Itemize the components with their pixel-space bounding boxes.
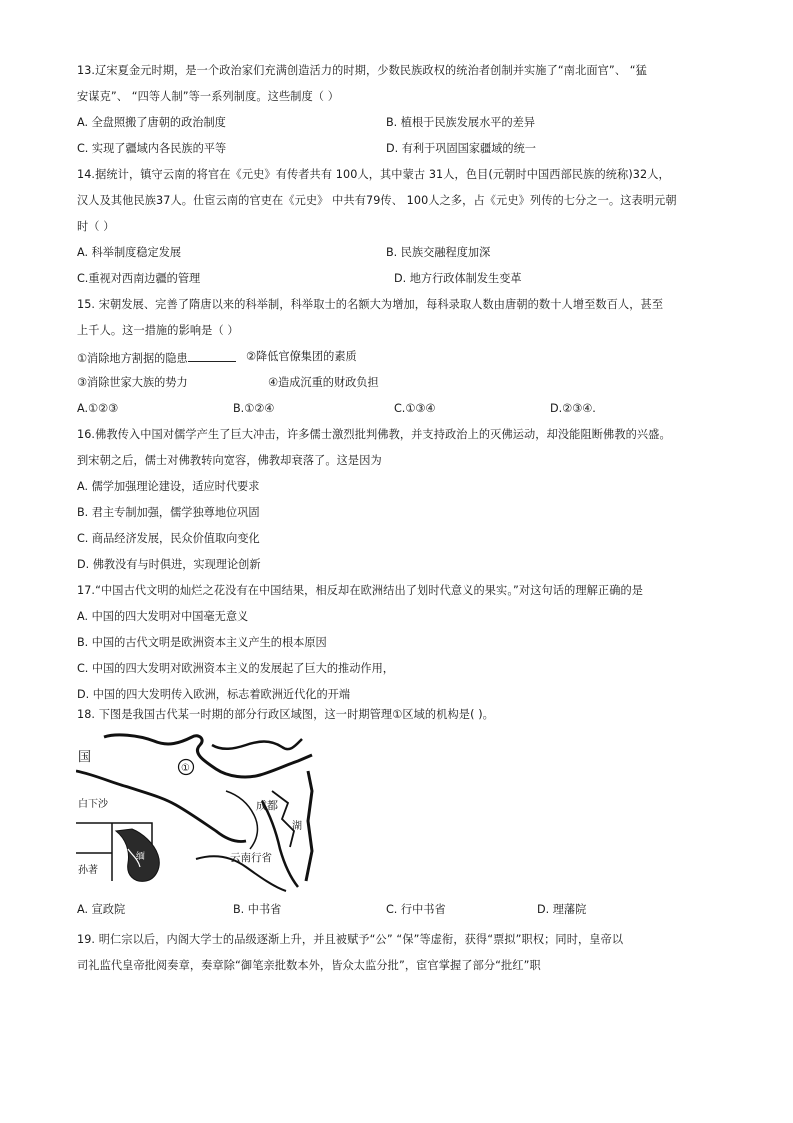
map-label-inset: 缅: [136, 852, 146, 862]
q14-option-a: A. 科举制度稳定发展: [77, 246, 182, 259]
q14-option-b: B. 民族交融程度加深: [386, 246, 491, 259]
q15-option-a: A.①②③: [77, 402, 119, 415]
q14-option-d: D. 地方行政体制发生变革: [394, 272, 522, 285]
q17-option-c: C. 中国的四大发明对欧洲资本主义的发展起了巨大的推动作用，: [77, 662, 394, 675]
q17-option-b: B. 中国的古代文明是欧洲资本主义产生的根本原因: [77, 636, 327, 649]
q15-item-1-text: ①消除地方割据的隐患: [77, 352, 188, 365]
q18-stem-line1: 18. 下图是我国古代某一时期的部分行政区域图，这一时期管理①区域的机构是( )。: [77, 708, 494, 721]
q15-item-2: ②降低官僚集团的素质: [246, 350, 357, 363]
map-label-left-lower: 孙著: [78, 865, 98, 876]
q14-stem-line1: 14.据统计，镇守云南的将官在《元史》有传者共有 100人，其中蒙古 31人，色目(元朝时中国西部民族的统称)32人，: [77, 168, 670, 181]
map-label-region-1: ①: [181, 763, 190, 774]
map-label-guo: 国: [78, 750, 92, 765]
map-label-yunnan-province: 云南行省: [230, 852, 272, 864]
map-label-left-upper: 白下沙: [78, 799, 108, 810]
q15-option-c: C.①③④: [394, 402, 436, 415]
map-label-right: 湖: [292, 821, 302, 832]
q15-item-4: ④造成沉重的财政负担: [268, 376, 379, 389]
fill-blank-line: [188, 349, 236, 362]
q17-option-a: A. 中国的四大发明对中国毫无意义: [77, 610, 249, 623]
q16-option-d: D. 佛教没有与时俱进，实现理论创新: [77, 558, 261, 571]
q15-option-b: B.①②④: [233, 402, 275, 415]
q19-stem-line1: 19. 明仁宗以后，内阁大学士的品级逐渐上升，并且被赋予“公” “保”等虚衔，获得“票拟”职权；同时，皇帝以: [77, 933, 624, 946]
q13-stem-line1: 13.辽宋夏金元时期，是一个政治家们充满创造活力的时期，少数民族政权的统治者创制并实施了“南北面官”、 “猛: [77, 64, 647, 77]
q19-stem-line2: 司礼监代皇帝批阅奏章，奏章除“御笔亲批数本外，皆众太监分批”，宦官掌握了部分“批红”职: [77, 959, 541, 972]
q16-option-b: B. 君主专制加强，儒学独尊地位巩固: [77, 506, 260, 519]
q18-option-b: B. 中书省: [233, 903, 282, 916]
q14-stem-line2: 汉人及其他民族37人。仕宦云南的官吏在《元史》 中共有79传、 100人之多，占《元史》列传的七分之一。这表明元朝: [77, 194, 677, 207]
q14-option-c: C.重视对西南边疆的管理: [77, 272, 201, 285]
q15-item-1: [77, 349, 236, 367]
q17-stem-line1: 17.“中国古代文明的灿烂之花没有在中国结果，相反却在欧洲结出了划时代意义的果实。”对这句话的理解正确的是: [77, 584, 644, 597]
q18-option-a: A. 宣政院: [77, 903, 126, 916]
q17-option-d: D. 中国的四大发明传入欧洲，标志着欧洲近代化的开端: [77, 688, 351, 701]
q16-stem-line1: 16.佛教传入中国对儒学产生了巨大冲击，许多儒士激烈批判佛教，并支持政治上的灭佛运动，却没能阻断佛教的兴盛。: [77, 428, 671, 441]
q15-option-d: D.②③④.: [550, 402, 596, 415]
q18-option-d: D. 理藩院: [537, 903, 587, 916]
q13-option-b: B. 植根于民族发展水平的差异: [386, 116, 536, 129]
q16-stem-line2: 到宋朝之后，儒士对佛教转向宽容，佛教却衰落了。这是因为: [77, 454, 382, 467]
q15-item-3: ③消除世家大族的势力: [77, 376, 188, 389]
q18-option-c: C. 行中书省: [386, 903, 446, 916]
q13-stem-line2: 安谋克”、 “四等人制”等一系列制度。这些制度（ ）: [77, 90, 340, 103]
q16-option-a: A. 儒学加强理论建设，适应时代要求: [77, 480, 260, 493]
q13-option-d: D. 有利于巩固国家疆域的统一: [386, 142, 536, 155]
map-label-chengdu: 成都: [256, 799, 278, 812]
q14-stem-line3: 时（ ）: [77, 220, 115, 233]
q15-stem-line1: 15. 宋朝发展、完善了隋唐以来的科举制，科举取士的名额大为增加，每科录取人数由唐朝的数十人增至数百人，甚至: [77, 298, 664, 311]
q13-option-a: A. 全盘照搬了唐朝的政治制度: [77, 116, 226, 129]
q16-option-c: C. 商品经济发展，民众价值取向变化: [77, 532, 260, 545]
q15-stem-line2: 上千人。这一措施的影响是（ ）: [77, 324, 239, 337]
q13-option-c: C. 实现了疆域内各民族的平等: [77, 142, 227, 155]
historical-map: [76, 731, 314, 894]
